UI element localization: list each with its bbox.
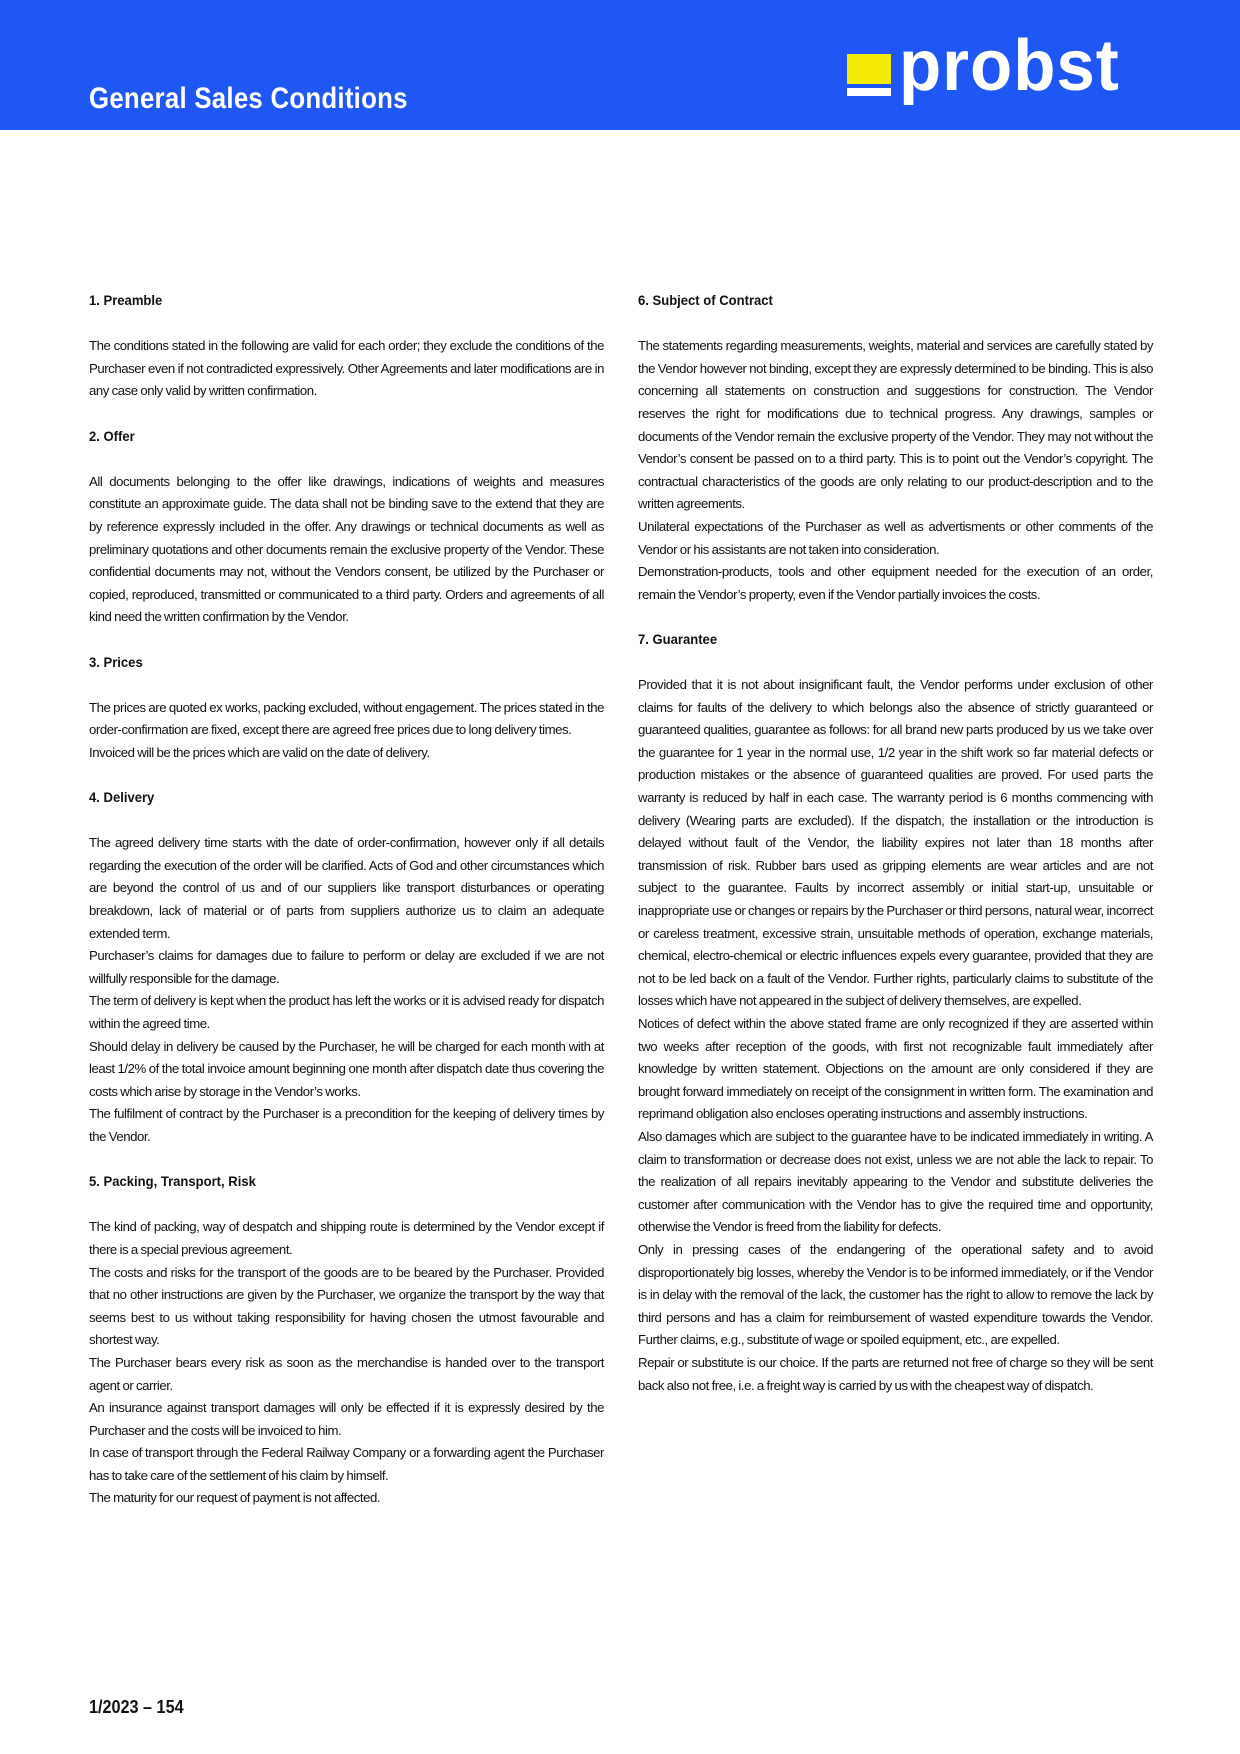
section-preamble xyxy=(89,290,604,403)
section-title: 3. Prices xyxy=(89,654,143,671)
paragraph: All documents belonging to the offer like drawings, indications of weights and measures constitute an approximate guide. The data shall not be binding save to the extend that they are by reference expressly included in the offer. Any drawings or technical documents as well as preliminary quotations and other documents remain the exclusive property of the Vendor. These confidential documents may not, without the Vendors consent, be utilized by the Purchaser or copied, reproduced, transmitted or communicated to a third party. Orders and agreements of all kind need the written confirmation by the Vendor. xyxy=(89,473,604,625)
paragraph: Repair or substitute is our choice. If the parts are returned not free of charge so they will be sent back also not free, i.e. a freight way is carried by us with the cheapest way of dispatch. xyxy=(638,1354,1153,1393)
logo-mark-icon xyxy=(847,54,891,98)
paragraph: The term of delivery is kept when the product has left the works or it is advised ready for dispatch within the agreed time. xyxy=(89,993,604,1031)
logo-wordmark: probst xyxy=(899,26,1120,106)
paragraph: Unilateral expectations of the Purchaser as well as advertisments or other comments of the Vendor or his assistants are not taken into consideration. xyxy=(638,518,1153,557)
page-number: 1/2023 – 154 xyxy=(89,1697,184,1717)
paragraph: The fulfilment of contract by the Purchaser is a precondition for the keeping of delivery times by the Vendor. xyxy=(89,1106,604,1144)
paragraph: The conditions stated in the following are valid for each order; they exclude the conditions of the Purchaser even if not contradicted expressively. Other Agreements and later modifications are in any case only valid by written confirmation. xyxy=(89,338,604,399)
section-prices xyxy=(89,652,604,765)
paragraph: Also damages which are subject to the guarantee have to be indicated immediately in writing. A claim to transformation or decrease does not exist, unless we are not able the lack to repair. To the realization of all repairs inevitably appearing to the Vendor and substitute deliveries the customer after communication with the Vendor has to give the required time and opportunity, otherwise the Vendor is freed from the liability for defects. xyxy=(638,1128,1153,1235)
paragraph: Only in pressing cases of the endangering of the operational safety and to avoid disproportionately big losses, whereby the Vendor is to be informed immediately, or if the Vendor is in delay with the removal of the lack, the customer has the right to allow to remove the lack by third persons and has a claim for reimbursement of wasted expenditure towards the Vendor. Further claims, e.g., substitute of wage or spoiled equipment, etc., are expelled. xyxy=(638,1241,1153,1348)
probst-logo xyxy=(847,26,1152,108)
section-packing-transport-risk xyxy=(89,1171,604,1510)
section-delivery xyxy=(89,787,604,1149)
section-title: 5. Packing, Transport, Risk xyxy=(89,1174,256,1191)
section-title: 6. Subject of Contract xyxy=(638,293,773,309)
paragraph: Notices of defect within the above stated frame are only recognized if they are asserted within two weeks after reception of the goods, with first not recognizable fault immediately after knowledge by written statement. Objections on the amount are only considered if they are brought forward immediately on receipt of the consignment in written form. The examination and reprimand obligation also encloses operating instructions and assembly instructions. xyxy=(638,1016,1153,1122)
paragraph: The kind of packing, way of despatch and shipping route is determined by the Vendor except if there is a special previous agreement. xyxy=(89,1219,604,1257)
section-title: 2. Offer xyxy=(89,428,135,445)
paragraph: Should delay in delivery be caused by the Purchaser, he will be charged for each month with at least 1/2% of the total invoice amount beginning one month after dispatch date thus covering the costs which arise by storage in the Vendor’s works. xyxy=(89,1038,604,1099)
paragraph: Provided that it is not about insignificant fault, the Vendor performs under exclusion of other claims for faults of the delivery to which belongs also the absence of strictly guaranteed or guaranteed qualities, guarantee as follows: for all brand new parts produced by us we take over the guarantee for 1 year in the normal use, 1/2 year in the shift work so far material defects or production mistakes or the absence of guaranteed qualities are proved. For used parts the warranty is reduced by half in each case. The warranty period is 6 months commencing with delivery (Wearing parts are excluded). If the dispatch, the installation or the introduction is delayed without fault of the Vendor, the liability expires not later than 18 months after transmission of risk. Rubber bars used as gripping elements are wear articles and are not subject to the guarantee. Faults by incorrect assembly or initial start-up, unsuitable or inappropriate use or changes or repairs by the Purchaser or third persons, natural wear, incorrect or careless treatment, excessive strain, unsuitable methods of operation, exchange materials, chemical, electro-chemical or electric influences expels every guarantee, provided that they are not to be led back on a fault of the Vendor. Further rights, particularly claims to substitute of the losses which have not appeared in the subject of delivery themselves, are expelled. xyxy=(638,677,1153,1009)
paragraph: The agreed delivery time starts with the date of order-confirmation, however only if all details regarding the execution of the order will be clarified. Acts of God and other circumstances which are beyond the control of us and of our suppliers like transport disturbances or operating breakdown, lack of material or of parts from suppliers authorize us to claim an adequate extended term. xyxy=(89,835,604,941)
right-column xyxy=(638,290,1153,1420)
section-subject-of-contract xyxy=(638,290,1153,606)
paragraph: Purchaser’s claims for damages due to failure to perform or delay are excluded if we are not willfully responsible for the damage. xyxy=(89,948,604,986)
paragraph: The costs and risks for the transport of the goods are to be beared by the Purchaser. Provided that no other instructions are given by the Purchaser, we organize the transport by the way that seems best to us without taking responsibility for having chosen the utmost favourable and shortest way. xyxy=(89,1264,604,1348)
paragraph: The maturity for our request of payment is not affected. xyxy=(89,1490,381,1506)
page-title: General Sales Conditions xyxy=(89,82,408,115)
paragraph: The statements regarding measurements, weights, material and services are carefully stated by the Vendor however not binding, except they are expressly determined to be binding. This is also concerning all statements on construction and suggestions for construction. The Vendor reserves the right for modifications due to technical progress. Any drawings, samples or documents of the Vendor remain the exclusive property of the Vendor. They may not without the Vendor’s consent be passed on to a third party. This is to point out the Vendor’s copyright. The contractual characteristics of the goods are only relating to our product-description and to the written agreements. xyxy=(638,338,1153,512)
paragraph: Demonstration-products, tools and other equipment needed for the execution of an order, remain the Vendor’s property, even if the Vendor partially invoices the costs. xyxy=(638,564,1153,602)
section-title: 1. Preamble xyxy=(89,293,163,309)
header-band xyxy=(0,0,1240,130)
section-title: 7. Guarantee xyxy=(638,631,718,648)
left-column xyxy=(89,290,604,1533)
paragraph: In case of transport through the Federal Railway Company or a forwarding agent the Purchaser has to take care of the settlement of his claim by himself. xyxy=(89,1445,604,1483)
section-offer xyxy=(89,426,604,629)
paragraph: An insurance against transport damages will only be effected if it is expressly desired by the Purchaser and the costs will be invoiced to him. xyxy=(89,1400,604,1438)
section-guarantee xyxy=(638,629,1153,1397)
paragraph: The prices are quoted ex works, packing excluded, without engagement. The prices stated in the order-confirmation are fixed, except there are agreed free prices due to long delivery times. xyxy=(89,699,604,738)
paragraph: Invoiced will be the prices which are valid on the date of delivery. xyxy=(89,744,430,760)
section-title: 4. Delivery xyxy=(89,790,155,807)
paragraph: The Purchaser bears every risk as soon as the merchandise is handed over to the transport agent or carrier. xyxy=(89,1354,604,1393)
